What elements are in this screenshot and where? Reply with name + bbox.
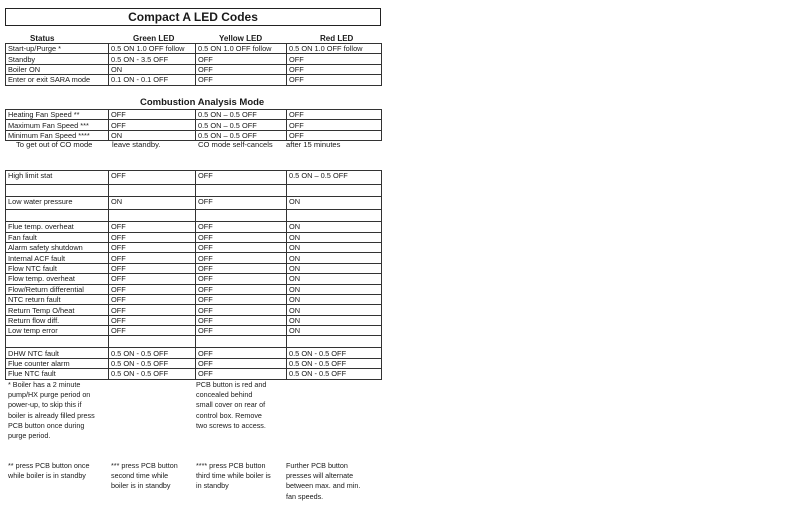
page-title: Compact A LED Codes — [5, 8, 381, 26]
table-row — [6, 348, 382, 358]
footnote-line: between max. and min. — [286, 481, 361, 491]
table-cell: Start-up/Purge * — [6, 44, 109, 54]
footnote-line: power-up, to skip this if — [8, 400, 82, 410]
table-cell — [287, 184, 382, 196]
footnote-line: small cover on rear of — [196, 400, 266, 410]
yellow-led-column-header: Yellow LED — [219, 34, 263, 43]
table-cell: OFF — [109, 253, 196, 263]
table-row — [6, 358, 382, 368]
footnote-line: ** press PCB button once — [8, 461, 90, 470]
table-row — [6, 64, 382, 74]
table-cell — [6, 210, 109, 222]
table-cell: DHW NTC fault — [6, 348, 109, 358]
table-cell — [196, 210, 287, 222]
table-cell: OFF — [109, 242, 196, 252]
table-cell: OFF — [196, 253, 287, 263]
table-cell: ON — [287, 274, 382, 284]
table-cell: ON — [287, 326, 382, 336]
table-row — [6, 294, 382, 304]
footnote-heating-fan — [8, 461, 90, 481]
table-cell: OFF — [109, 294, 196, 304]
footnote-line: while boiler is in standby — [8, 471, 86, 481]
table-cell: 0.5 ON - 0.5 OFF — [287, 369, 382, 379]
table-row — [6, 75, 382, 85]
table-cell: OFF — [287, 130, 382, 140]
table-cell: Internal ACF fault — [6, 253, 109, 263]
table-cell: OFF — [287, 110, 382, 120]
table-cell — [196, 184, 287, 196]
table-cell: 0.5 ON - 0.5 OFF — [109, 369, 196, 379]
footnote-max-fan — [111, 461, 178, 492]
co-note-timeout: after 15 minutes — [286, 140, 341, 149]
table-cell: OFF — [287, 54, 382, 64]
table-cell: OFF — [196, 64, 287, 74]
table-row — [6, 284, 382, 294]
co-note-label: To get out of CO mode — [16, 140, 93, 149]
table-cell: ON — [109, 196, 196, 210]
table-cell: Enter or exit SARA mode — [6, 75, 109, 85]
table-cell: High limit stat — [6, 171, 109, 185]
table-cell: OFF — [196, 222, 287, 232]
table-cell: OFF — [287, 75, 382, 85]
table-cell: ON — [287, 232, 382, 242]
fault-codes-table — [5, 170, 382, 380]
table-cell: Flue counter alarm — [6, 358, 109, 368]
table-row — [6, 196, 382, 210]
table-cell: OFF — [109, 120, 196, 130]
table-row — [6, 305, 382, 315]
table-row — [6, 120, 382, 130]
table-row — [6, 110, 382, 120]
table-cell: Low temp error — [6, 326, 109, 336]
table-cell: Return flow diff. — [6, 315, 109, 325]
table-cell — [6, 184, 109, 196]
table-row — [6, 253, 382, 263]
table-cell: ON — [109, 130, 196, 140]
table-row — [6, 315, 382, 325]
table-cell: OFF — [109, 232, 196, 242]
table-cell: OFF — [196, 284, 287, 294]
table-cell: Return Temp O/heat — [6, 305, 109, 315]
table-cell: OFF — [196, 196, 287, 210]
table-cell: OFF — [196, 348, 287, 358]
table-cell: OFF — [109, 171, 196, 185]
table-cell: Minimum Fan Speed **** — [6, 130, 109, 140]
table-row — [6, 54, 382, 64]
table-cell — [109, 210, 196, 222]
footnote-line: PCB button once during — [8, 420, 85, 430]
table-row — [6, 274, 382, 284]
table-cell: OFF — [287, 64, 382, 74]
table-cell: OFF — [109, 315, 196, 325]
table-cell: 0.5 ON – 0.5 OFF — [196, 110, 287, 120]
footnote-line: control box. Remove — [196, 410, 262, 420]
table-cell: OFF — [109, 305, 196, 315]
table-row — [6, 210, 382, 222]
table-cell: OFF — [196, 326, 287, 336]
table-cell: ON — [109, 64, 196, 74]
table-cell: OFF — [109, 274, 196, 284]
footnote-min-fan — [196, 461, 271, 492]
table-cell: ON — [287, 294, 382, 304]
table-cell: Flow temp. overheat — [6, 274, 109, 284]
footnote-line: fan speeds. — [286, 491, 324, 501]
table-cell: 0.5 ON – 0.5 OFF — [287, 171, 382, 185]
status-column-header: Status — [30, 34, 55, 43]
table-cell — [287, 210, 382, 222]
table-cell: Low water pressure — [6, 196, 109, 210]
footnote-line: third time while boiler is — [196, 471, 271, 481]
table-cell — [287, 336, 382, 348]
table-cell: OFF — [196, 358, 287, 368]
table-cell: OFF — [109, 326, 196, 336]
table-cell: Boiler ON — [6, 64, 109, 74]
table-row — [6, 44, 382, 54]
footnote-line: two screws to access. — [196, 420, 266, 430]
table-cell: 0.5 ON 1.0 OFF follow — [196, 44, 287, 54]
table-cell: OFF — [196, 369, 287, 379]
table-cell: OFF — [196, 54, 287, 64]
footnote-line: **** press PCB button — [196, 461, 266, 470]
table-cell: ON — [287, 305, 382, 315]
table-row — [6, 263, 382, 273]
table-row — [6, 336, 382, 348]
table-cell: OFF — [196, 242, 287, 252]
table-cell: OFF — [196, 305, 287, 315]
table-cell — [6, 336, 109, 348]
table-row — [6, 369, 382, 379]
table-cell: OFF — [109, 263, 196, 273]
table-cell: Flow/Return differential — [6, 284, 109, 294]
footnote-line: * Boiler has a 2 minute — [8, 380, 81, 389]
table-cell: ON — [287, 253, 382, 263]
table-cell: OFF — [196, 274, 287, 284]
footnote-line: purge period. — [8, 431, 51, 441]
table-row — [6, 222, 382, 232]
table-cell: 0.5 ON 1.0 OFF follow — [109, 44, 196, 54]
footnote-line: pump/HX purge period on — [8, 390, 91, 400]
led-codes-table — [5, 43, 382, 86]
footnote-line: *** press PCB button — [111, 461, 178, 470]
footnote-line: concealed behind — [196, 390, 253, 400]
footnote-line: boiler is already filled press — [8, 410, 95, 420]
green-led-column-header: Green LED — [133, 34, 175, 43]
table-cell: 0.5 ON - 3.5 OFF — [109, 54, 196, 64]
table-cell: Flow NTC fault — [6, 263, 109, 273]
table-cell: ON — [287, 242, 382, 252]
table-cell: 0.5 ON – 0.5 OFF — [196, 130, 287, 140]
footnote-line: PCB button is red and — [196, 380, 267, 389]
table-cell: OFF — [287, 120, 382, 130]
red-led-column-header: Red LED — [320, 34, 354, 43]
footnote-further-presses — [286, 461, 360, 502]
table-cell: 0.5 ON - 0.5 OFF — [109, 348, 196, 358]
table-cell: OFF — [196, 315, 287, 325]
table-cell: ON — [287, 196, 382, 210]
table-cell — [109, 184, 196, 196]
table-cell — [109, 336, 196, 348]
footnote-line: presses will alternate — [286, 471, 354, 481]
table-cell: Maximum Fan Speed *** — [6, 120, 109, 130]
table-cell: 0.1 ON - 0.1 OFF — [109, 75, 196, 85]
footnote-purge — [8, 380, 95, 441]
footnote-line: boiler is in standby — [111, 481, 171, 491]
table-cell: Flue NTC fault — [6, 369, 109, 379]
table-cell: Fan fault — [6, 232, 109, 242]
table-cell: ON — [287, 315, 382, 325]
table-cell: OFF — [109, 284, 196, 294]
footnote-line: second time while — [111, 471, 169, 481]
table-cell: 0.5 ON - 0.5 OFF — [287, 358, 382, 368]
combustion-mode-title: Combustion Analysis Mode — [140, 97, 265, 108]
footnote-line: in standby — [196, 481, 229, 491]
table-cell: Standby — [6, 54, 109, 64]
combustion-mode-table — [5, 109, 382, 141]
table-cell: 0.5 ON - 0.5 OFF — [287, 348, 382, 358]
co-note-cancel: CO mode self-cancels — [198, 140, 273, 149]
co-note-action: leave standby. — [112, 140, 161, 149]
table-cell: Flue temp. overheat — [6, 222, 109, 232]
table-cell: OFF — [109, 110, 196, 120]
table-cell: ON — [287, 222, 382, 232]
table-cell: OFF — [196, 294, 287, 304]
table-row — [6, 232, 382, 242]
table-cell: OFF — [196, 75, 287, 85]
table-cell: Heating Fan Speed ** — [6, 110, 109, 120]
table-row — [6, 171, 382, 185]
table-row — [6, 326, 382, 336]
table-cell: OFF — [109, 222, 196, 232]
table-cell: OFF — [196, 263, 287, 273]
table-cell: 0.5 ON – 0.5 OFF — [196, 120, 287, 130]
table-cell: OFF — [196, 171, 287, 185]
table-cell — [196, 336, 287, 348]
table-cell: ON — [287, 263, 382, 273]
table-row — [6, 184, 382, 196]
table-cell: OFF — [196, 232, 287, 242]
table-cell: Alarm safety shutdown — [6, 242, 109, 252]
table-cell: ON — [287, 284, 382, 294]
footnote-pcb-button — [196, 380, 266, 431]
table-cell: NTC return fault — [6, 294, 109, 304]
table-cell: 0.5 ON 1.0 OFF follow — [287, 44, 382, 54]
footnote-line: Further PCB button — [286, 461, 348, 470]
table-cell: 0.5 ON - 0.5 OFF — [109, 358, 196, 368]
table-row — [6, 242, 382, 252]
